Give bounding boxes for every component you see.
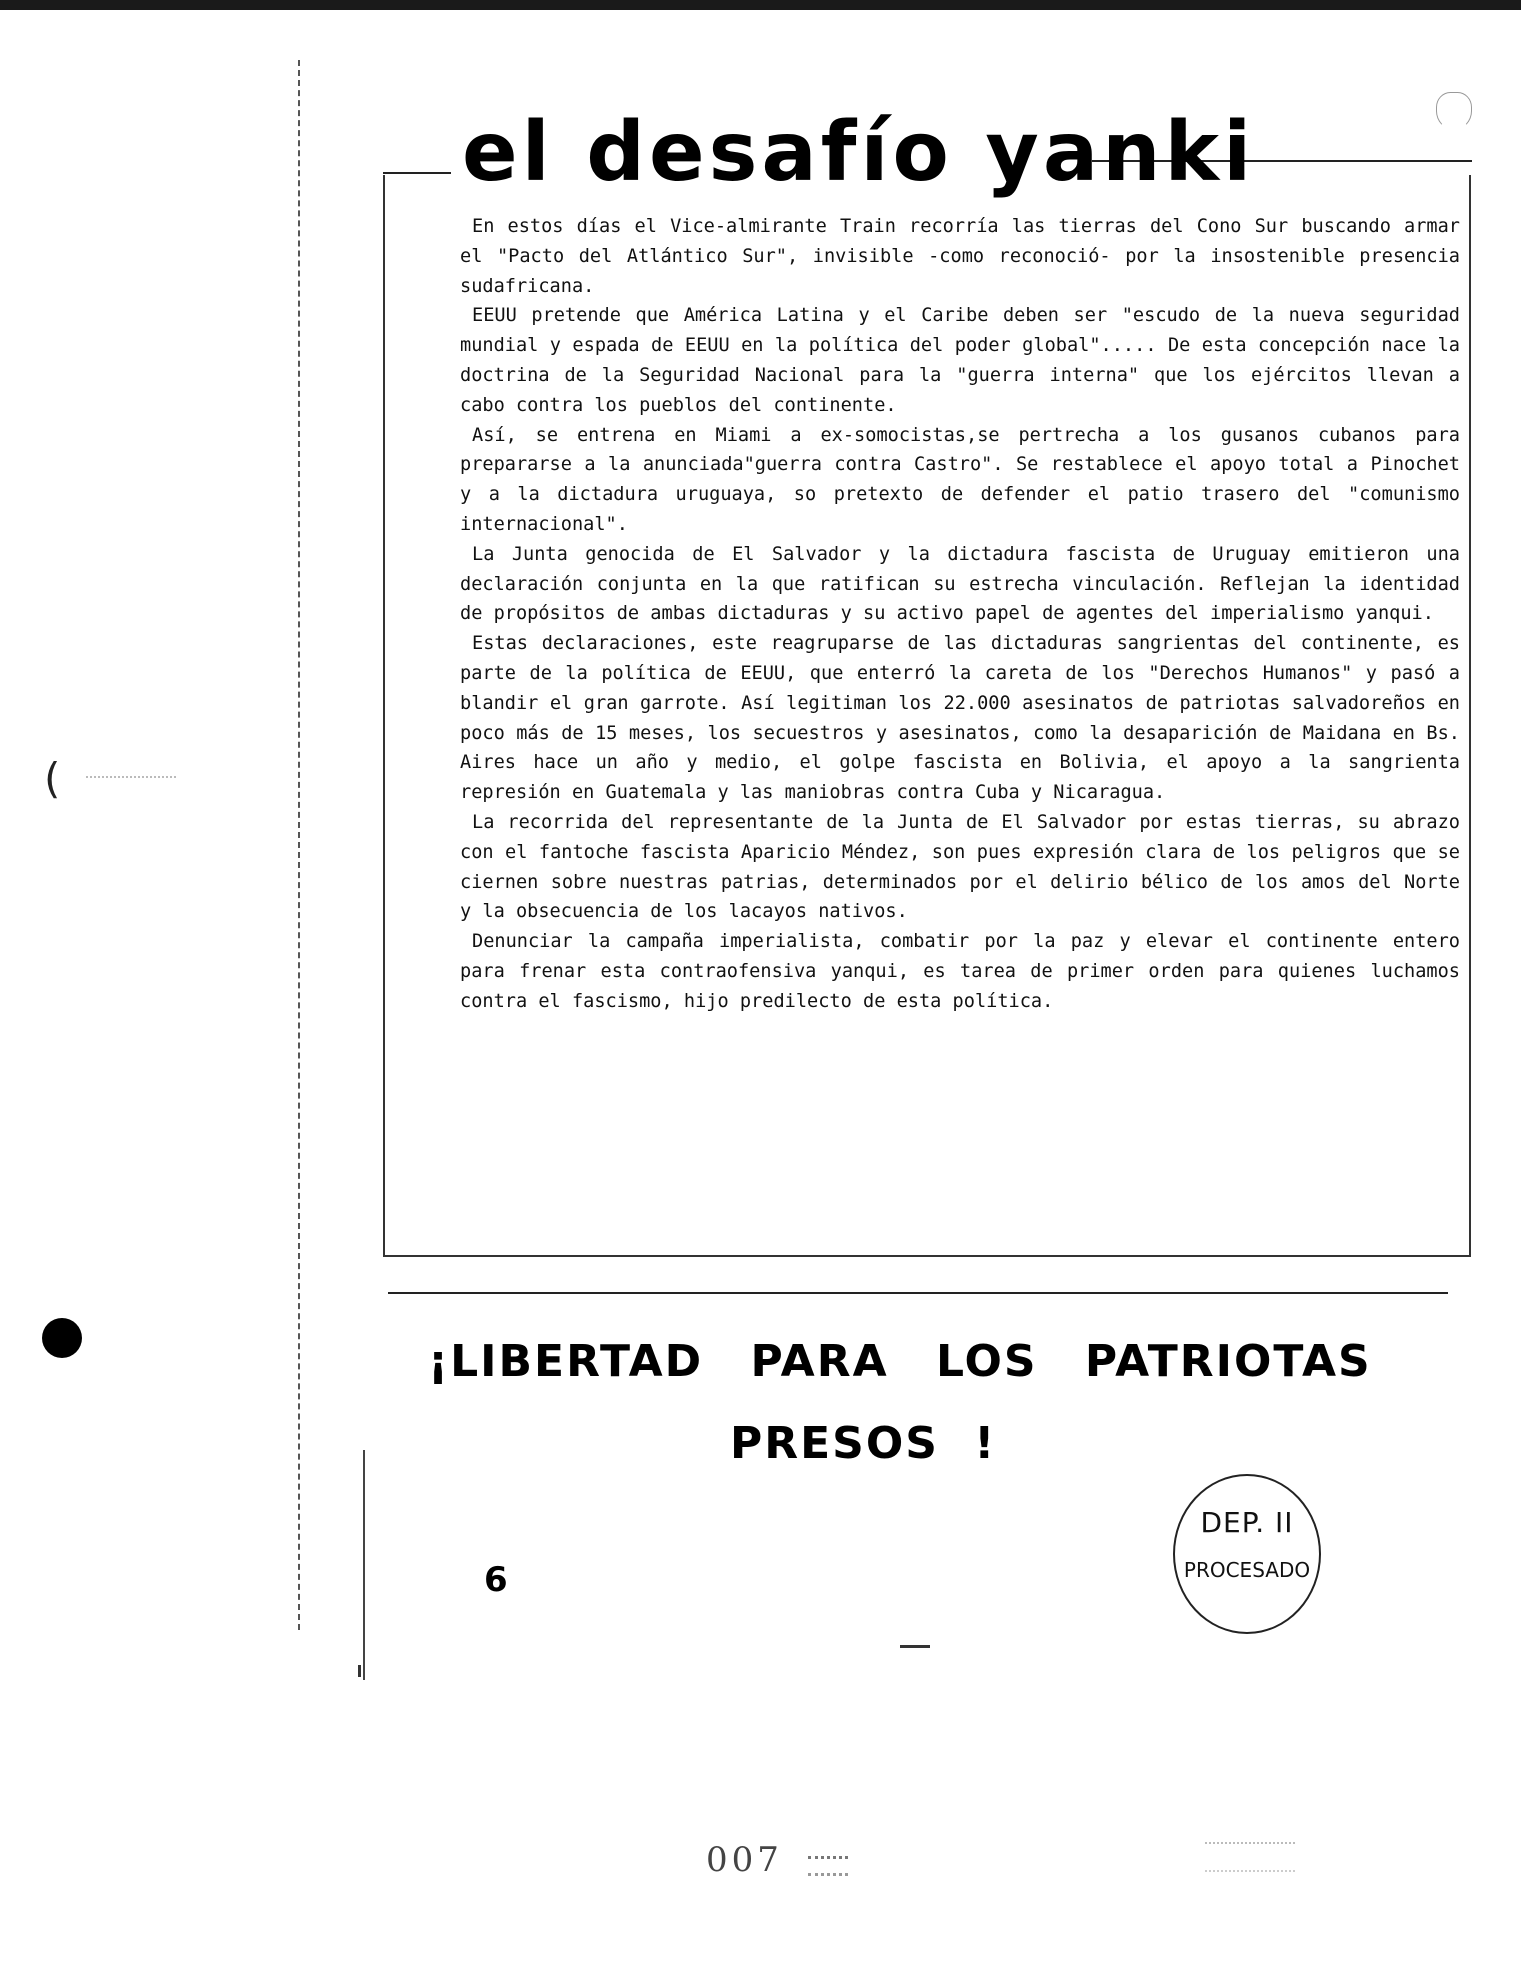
article-paragraph: EEUU pretende que América Latina y el Caribe deben ser "escudo de la nueva seguridad mundial y espada de EEUU en la política del poder global"..... De esta concepción nace la doctrina de la Seguridad Nacional para la "guerra interna" que los ejércitos llevan a cabo contra los pueblos del continente. — [460, 305, 1460, 416]
stamp-department: DEP. II — [1200, 1506, 1294, 1539]
article-body — [460, 212, 1460, 1017]
corner-handwritten-mark — [1436, 92, 1472, 130]
article-paragraph: Estas declaraciones, este reagruparse de las dictaduras sangrientas del continente, es parte de la política de EEUU, que enterró la careta de los "Derechos Humanos" y pasó a blandir el gran garrote. Así legitiman los 22.000 asesinatos de patriotas salvadoreños en poco más de 15 meses, los secuestros y asesinatos, como la desaparición de Maidana en Bs. Aires hace un año y medio, el golpe fascista en Bolivia, el apoyo a la sangrienta represión en Guatemala y las maniobras contra Cuba y Nicaragua. — [460, 633, 1460, 804]
stamp-status: PROCESADO — [1183, 1558, 1311, 1582]
left-margin-rule — [298, 60, 300, 1630]
title-rule-left — [383, 172, 451, 174]
article-paragraph: Denunciar la campaña imperialista, combatir por la paz y elevar el continente entero para frenar esta contraofensiva yanqui, es tarea de primer orden para quienes luchamos contra el fascismo, hijo predilecto de esta política. — [460, 931, 1460, 1012]
scan-top-band — [0, 0, 1521, 10]
archive-number: 007 — [706, 1840, 783, 1880]
left-margin-rule-lower — [363, 1450, 365, 1680]
article-paragraph: Así, se entrena en Miami a ex-somocistas,se pertrecha a los gusanos cubanos para prepararse a la anunciada"guerra contra Castro". Se restablece el apoyo total a Pinochet y a la dictadura uruguaya, so pretexto de defender el patio trasero del "comunismo internacional". — [460, 424, 1460, 535]
left-margin-mark: ( — [44, 754, 61, 803]
page-number: 6 — [484, 1560, 508, 1600]
archive-faded-number — [1205, 1842, 1295, 1872]
scan-speck — [900, 1645, 930, 1648]
hole-punch-mark — [42, 1318, 82, 1358]
article-paragraph: En estos días el Vice-almirante Train recorría las tierras del Cono Sur buscando armar el "Pacto del Atlántico Sur", invisible -como reconoció- por la insostenible presencia sudafricana. — [460, 216, 1460, 297]
archive-smudge — [808, 1856, 848, 1876]
processed-stamp — [1173, 1474, 1321, 1634]
article-title: el desafío yanki — [462, 105, 1256, 200]
slogan-line-1: ¡LIBERTAD PARA LOS PATRIOTAS — [428, 1336, 1372, 1387]
article-paragraph: La Junta genocida de El Salvador y la dictadura fascista de Uruguay emitieron una declaración conjunta en la que ratifican su estrecha vinculación. Reflejan la identidad de propósitos de ambas dictaduras y su activo papel de agentes del imperialismo yanqui. — [460, 543, 1460, 625]
left-margin-dots — [86, 776, 176, 780]
slogan-line-2: PRESOS ! — [730, 1418, 997, 1469]
scan-speck — [358, 1665, 361, 1677]
article-box-bottom-rule — [388, 1292, 1448, 1294]
article-paragraph: La recorrida del representante de la Junta de El Salvador por estas tierras, su abrazo con el fantoche fascista Aparicio Méndez, son pues expresión clara de los peligros que se ciernen sobre nuestras patrias, determinados por el delirio bélico de los amos del Norte y la obsecuencia de los lacayos nativos. — [460, 811, 1460, 923]
